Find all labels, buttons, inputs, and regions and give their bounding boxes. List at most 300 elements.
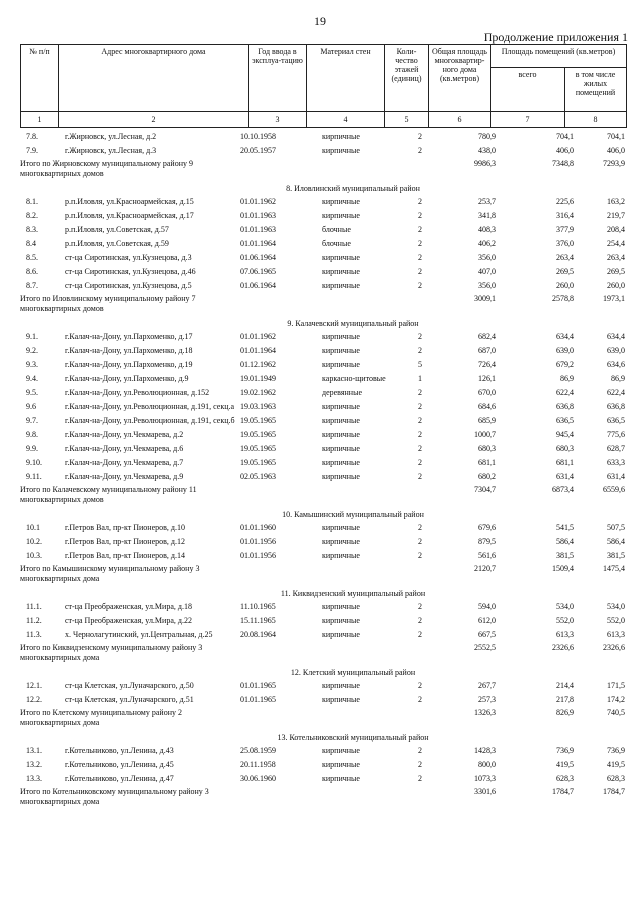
row-premises-living: 263,4 xyxy=(607,253,625,262)
table-row xyxy=(20,386,626,400)
row-floors: 2 xyxy=(418,551,422,560)
row-total-area: 685,9 xyxy=(478,416,496,425)
row-total-area: 267,7 xyxy=(478,681,496,690)
row-material: кирпичные xyxy=(322,253,360,262)
row-floors: 2 xyxy=(418,416,422,425)
row-address: ст-ца Сиротинская, ул.Кузнецова, д.46 xyxy=(65,267,196,276)
district-total xyxy=(20,563,626,587)
total-area: 2552,5 xyxy=(474,643,496,652)
row-premises-total: 406,0 xyxy=(556,146,574,155)
row-total-area: 561,6 xyxy=(478,551,496,560)
row-premises-total: 377,9 xyxy=(556,225,574,234)
row-material: кирпичные xyxy=(322,551,360,560)
row-floors: 5 xyxy=(418,360,422,369)
row-premises-total: 945,4 xyxy=(556,430,574,439)
row-premises-total: 260,0 xyxy=(556,281,574,290)
row-number: 8.6. xyxy=(26,267,38,276)
table-body xyxy=(20,130,626,810)
row-premises-living: 163,2 xyxy=(607,197,625,206)
row-number: 9.8. xyxy=(26,430,38,439)
row-premises-living: 622,4 xyxy=(607,388,625,397)
row-address: г.Жирновск, ул.Лесная, д.3 xyxy=(65,146,157,155)
row-material: кирпичные xyxy=(322,197,360,206)
row-address: г.Петров Вал, пр-кт Пионеров, д.14 xyxy=(65,551,185,560)
district-heading: 11. Киквидзенский муниципальный район xyxy=(280,589,426,598)
row-address: г.Калач-на-Дону, ул.Пархоменко, д.19 xyxy=(65,360,193,369)
row-premises-total: 269,5 xyxy=(556,267,574,276)
row-year: 10.10.1958 xyxy=(240,132,276,141)
row-total-area: 780,9 xyxy=(478,132,496,141)
row-floors: 2 xyxy=(418,197,422,206)
row-address: р.п.Иловля, ул.Советская, д.57 xyxy=(65,225,169,234)
row-total-area: 800,0 xyxy=(478,760,496,769)
row-floors: 2 xyxy=(418,695,422,704)
row-premises-total: 631,4 xyxy=(556,472,574,481)
total-premises: 826,9 xyxy=(556,708,574,717)
row-premises-living: 633,3 xyxy=(607,458,625,467)
row-address: р.п.Иловля, ул.Советская, д.59 xyxy=(65,239,169,248)
table-row xyxy=(20,330,626,344)
row-material: кирпичные xyxy=(322,458,360,467)
row-number: 10.1 xyxy=(26,523,40,532)
row-address: ст-ца Клетская, ул.Луначарского, д.51 xyxy=(65,695,194,704)
row-premises-living: 174,2 xyxy=(607,695,625,704)
continuation-note: Продолжение приложения 1 xyxy=(483,30,628,44)
row-year: 01.01.1963 xyxy=(240,211,276,220)
row-total-area: 681,1 xyxy=(478,458,496,467)
row-number: 7.8. xyxy=(26,132,38,141)
row-year: 30.06.1960 xyxy=(240,774,276,783)
row-material: кирпичные xyxy=(322,746,360,755)
row-material: кирпичные xyxy=(322,402,360,411)
row-total-area: 1073,3 xyxy=(474,774,496,783)
row-address: г.Калач-на-Дону, ул.Пархоменко, д.17 xyxy=(65,332,193,341)
district-total xyxy=(20,707,626,731)
row-total-area: 126,1 xyxy=(478,374,496,383)
row-material: кирпичные xyxy=(322,332,360,341)
table-row xyxy=(20,372,626,386)
row-floors: 2 xyxy=(418,146,422,155)
row-premises-living: 406,0 xyxy=(607,146,625,155)
row-total-area: 1000,7 xyxy=(474,430,496,439)
row-material: кирпичные xyxy=(322,602,360,611)
row-premises-total: 86,9 xyxy=(560,374,574,383)
row-premises-living: 381,5 xyxy=(607,551,625,560)
row-total-area: 406,2 xyxy=(478,239,496,248)
row-year: 19.05.1965 xyxy=(240,430,276,439)
row-total-area: 680,3 xyxy=(478,444,496,453)
row-address: ст-ца Сиротинская, ул.Кузнецова, д.5 xyxy=(65,281,192,290)
row-address: г.Петров Вал, пр-кт Пионеров, д.12 xyxy=(65,537,185,546)
row-year: 07.06.1965 xyxy=(240,267,276,276)
table-row xyxy=(20,600,626,614)
row-address: ст-ца Сиротинская, ул.Кузнецова, д.3 xyxy=(65,253,192,262)
row-premises-living: 219,7 xyxy=(607,211,625,220)
header-col-number: 6 xyxy=(429,111,491,127)
header-col-number: 2 xyxy=(59,111,249,127)
row-premises-total: 316,4 xyxy=(556,211,574,220)
row-total-area: 438,0 xyxy=(478,146,496,155)
row-premises-living: 634,6 xyxy=(607,360,625,369)
row-number: 9.5. xyxy=(26,388,38,397)
row-year: 01.01.1962 xyxy=(240,197,276,206)
row-address: г.Петров Вал, пр-кт Пионеров, д.10 xyxy=(65,523,185,532)
district-total xyxy=(20,786,626,810)
row-address: г.Калач-на-Дону, ул.Революционная, д.191, секц.б xyxy=(65,416,235,425)
row-premises-total: 376,0 xyxy=(556,239,574,248)
row-material: кирпичные xyxy=(322,281,360,290)
row-material: кирпичные xyxy=(322,760,360,769)
row-year: 19.05.1965 xyxy=(240,458,276,467)
row-total-area: 726,4 xyxy=(478,360,496,369)
row-floors: 1 xyxy=(418,374,422,383)
table-row xyxy=(20,693,626,707)
table-row xyxy=(20,344,626,358)
row-address: г.Калач-на-Дону, ул.Революционная, д.152 xyxy=(65,388,210,397)
row-premises-total: 736,9 xyxy=(556,746,574,755)
row-premises-total: 263,4 xyxy=(556,253,574,262)
row-total-area: 682,4 xyxy=(478,332,496,341)
row-number: 8.7. xyxy=(26,281,38,290)
row-premises-living: 208,4 xyxy=(607,225,625,234)
row-number: 9.2. xyxy=(26,346,38,355)
row-address: р.п.Иловля, ул.Красноармейская, д.15 xyxy=(65,197,194,206)
row-premises-total: 639,0 xyxy=(556,346,574,355)
district-heading: 10. Камышинский муниципальный район xyxy=(282,510,424,519)
row-premises-living: 775,6 xyxy=(607,430,625,439)
row-address: ст-ца Клетская, ул.Луначарского, д.50 xyxy=(65,681,194,690)
row-premises-living: 636,5 xyxy=(607,416,625,425)
table-row xyxy=(20,265,626,279)
row-number: 10.2. xyxy=(26,537,42,546)
row-number: 9.6 xyxy=(26,402,36,411)
row-premises-total: 541,5 xyxy=(556,523,574,532)
total-area: 1326,3 xyxy=(474,708,496,717)
row-number: 8.5. xyxy=(26,253,38,262)
row-premises-total: 634,4 xyxy=(556,332,574,341)
row-number: 10.3. xyxy=(26,551,42,560)
row-year: 20.08.1964 xyxy=(240,630,276,639)
total-living: 6559,6 xyxy=(603,485,625,494)
row-premises-total: 381,5 xyxy=(556,551,574,560)
row-address: г.Котельниково, ул.Ленина, д.45 xyxy=(65,760,174,769)
row-total-area: 356,0 xyxy=(478,281,496,290)
row-year: 19.05.1965 xyxy=(240,444,276,453)
total-living: 7293,9 xyxy=(603,159,625,168)
row-premises-total: 628,3 xyxy=(556,774,574,783)
row-premises-total: 217,8 xyxy=(556,695,574,704)
row-number: 11.1. xyxy=(26,602,42,611)
row-year: 01.06.1964 xyxy=(240,281,276,290)
row-material: кирпичные xyxy=(322,430,360,439)
row-total-area: 879,5 xyxy=(478,537,496,546)
row-floors: 2 xyxy=(418,630,422,639)
district-total xyxy=(20,484,626,508)
row-year: 01.01.1963 xyxy=(240,225,276,234)
row-premises-total: 636,5 xyxy=(556,416,574,425)
header-year: Год ввода в эксплуа-тацию xyxy=(249,45,307,112)
row-year: 20.05.1957 xyxy=(240,146,276,155)
page-number: 19 xyxy=(314,14,326,28)
row-premises-total: 419,5 xyxy=(556,760,574,769)
row-address: р.п.Иловля, ул.Красноармейская, д.17 xyxy=(65,211,194,220)
row-material: кирпичные xyxy=(322,267,360,276)
row-number: 9.4. xyxy=(26,374,38,383)
total-area: 9986,3 xyxy=(474,159,496,168)
district-heading: 13. Котельниковский муниципальный район xyxy=(277,733,429,742)
row-floors: 2 xyxy=(418,239,422,248)
row-total-area: 670,0 xyxy=(478,388,496,397)
district-heading: 8. Иловлинский муниципальный район xyxy=(286,184,420,193)
row-total-area: 594,0 xyxy=(478,602,496,611)
row-premises-living: 534,0 xyxy=(607,602,625,611)
row-year: 01.01.1956 xyxy=(240,551,276,560)
total-label: Итого по Иловлинскому муниципальному району 7 многоквартирных домов xyxy=(20,294,196,313)
total-area: 7304,7 xyxy=(474,485,496,494)
row-premises-total: 622,4 xyxy=(556,388,574,397)
row-year: 01.01.1964 xyxy=(240,239,276,248)
table-row xyxy=(20,758,626,772)
row-number: 9.3. xyxy=(26,360,38,369)
row-number: 8.3. xyxy=(26,225,38,234)
row-premises-living: 639,0 xyxy=(607,346,625,355)
row-premises-living: 260,0 xyxy=(607,281,625,290)
total-label: Итого по Камышинскому муниципальному району 3 многоквартирных дома xyxy=(20,564,200,583)
row-material: кирпичные xyxy=(322,360,360,369)
row-address: г.Жирновск, ул.Лесная, д.2 xyxy=(65,132,157,141)
table-row xyxy=(20,251,626,265)
row-floors: 2 xyxy=(418,602,422,611)
row-year: 01.01.1956 xyxy=(240,537,276,546)
row-number: 8.4 xyxy=(26,239,36,248)
row-address: г.Котельниково, ул.Ленина, д.43 xyxy=(65,746,174,755)
row-premises-living: 507,5 xyxy=(607,523,625,532)
table-row xyxy=(20,456,626,470)
district-total xyxy=(20,642,626,666)
total-premises: 2578,8 xyxy=(552,294,574,303)
table-row xyxy=(20,237,626,251)
header-premises-living: в том числе жилых помещений xyxy=(565,68,627,112)
table-row xyxy=(20,628,626,642)
header-premises-total: всего xyxy=(491,68,565,112)
row-floors: 2 xyxy=(418,444,422,453)
table-row xyxy=(20,521,626,535)
header-total-area: Общая площадь многоквартир-ного дома (кв.метров) xyxy=(429,45,491,112)
total-label: Итого по Киквидзенскому муниципальному району 3 многоквартирных дома xyxy=(20,643,203,662)
total-premises: 2326,6 xyxy=(552,643,574,652)
row-premises-total: 681,1 xyxy=(556,458,574,467)
row-address: ст-ца Преображенская, ул.Мира, д.22 xyxy=(65,616,192,625)
table-row xyxy=(20,279,626,293)
row-floors: 2 xyxy=(418,746,422,755)
row-floors: 2 xyxy=(418,281,422,290)
row-year: 01.01.1962 xyxy=(240,332,276,341)
table-row xyxy=(20,195,626,209)
total-area: 3301,6 xyxy=(474,787,496,796)
table-row xyxy=(20,223,626,237)
row-premises-living: 586,4 xyxy=(607,537,625,546)
row-total-area: 253,7 xyxy=(478,197,496,206)
row-material: кирпичные xyxy=(322,630,360,639)
total-premises: 1784,7 xyxy=(552,787,574,796)
row-material: кирпичные xyxy=(322,444,360,453)
row-address: г.Калач-на-Дону, ул.Чекмарева, д.9 xyxy=(65,472,184,481)
header-col-number: 5 xyxy=(385,111,429,127)
row-floors: 2 xyxy=(418,402,422,411)
total-area: 3009,1 xyxy=(474,294,496,303)
row-address: ст-ца Преображенская, ул.Мира, д.18 xyxy=(65,602,192,611)
row-floors: 2 xyxy=(418,472,422,481)
district-heading: 9. Калачевский муниципальный район xyxy=(287,319,419,328)
table-row xyxy=(20,744,626,758)
table-row xyxy=(20,209,626,223)
table-row xyxy=(20,428,626,442)
row-address: г.Калач-на-Дону, ул.Пархоменко, д.18 xyxy=(65,346,193,355)
row-floors: 2 xyxy=(418,760,422,769)
row-year: 01.01.1960 xyxy=(240,523,276,532)
header-premises: Площадь помещений (кв.метров) xyxy=(491,45,627,68)
row-year: 15.11.1965 xyxy=(240,616,276,625)
row-address: г.Калач-на-Дону, ул.Чекмарева, д.7 xyxy=(65,458,184,467)
district-total xyxy=(20,293,626,317)
row-address: г.Котельниково, ул.Ленина, д.47 xyxy=(65,774,174,783)
table-row xyxy=(20,614,626,628)
row-floors: 2 xyxy=(418,430,422,439)
row-floors: 2 xyxy=(418,458,422,467)
row-premises-living: 628,7 xyxy=(607,444,625,453)
row-material: кирпичные xyxy=(322,211,360,220)
header-col-number: 8 xyxy=(565,111,627,127)
table-row xyxy=(20,772,626,786)
header-material: Материал стен xyxy=(307,45,385,112)
row-number: 9.11. xyxy=(26,472,42,481)
row-material: кирпичные xyxy=(322,416,360,425)
table-row xyxy=(20,358,626,372)
row-number: 9.7. xyxy=(26,416,38,425)
row-premises-living: 552,0 xyxy=(607,616,625,625)
row-number: 13.2. xyxy=(26,760,42,769)
row-premises-total: 225,6 xyxy=(556,197,574,206)
row-floors: 2 xyxy=(418,681,422,690)
row-material: кирпичные xyxy=(322,695,360,704)
table-row xyxy=(20,549,626,563)
row-premises-total: 552,0 xyxy=(556,616,574,625)
row-material: кирпичные xyxy=(322,523,360,532)
row-premises-total: 680,3 xyxy=(556,444,574,453)
row-address: г.Калач-на-Дону, ул.Чекмарева, д.6 xyxy=(65,444,184,453)
row-floors: 2 xyxy=(418,211,422,220)
row-number: 12.2. xyxy=(26,695,42,704)
row-year: 19.01.1949 xyxy=(240,374,276,383)
row-premises-living: 613,3 xyxy=(607,630,625,639)
row-total-area: 341,8 xyxy=(478,211,496,220)
total-premises: 1509,4 xyxy=(552,564,574,573)
header-col-number: 7 xyxy=(491,111,565,127)
row-floors: 2 xyxy=(418,253,422,262)
row-total-area: 257,3 xyxy=(478,695,496,704)
row-total-area: 687,0 xyxy=(478,346,496,355)
row-material: блочные xyxy=(322,239,351,248)
header-address: Адрес многоквартирного дома xyxy=(59,45,249,112)
row-premises-living: 419,5 xyxy=(607,760,625,769)
row-premises-living: 171,5 xyxy=(607,681,625,690)
total-label: Итого по Клетскому муниципальному району 2 многоквартирных дома xyxy=(20,708,182,727)
row-number: 13.1. xyxy=(26,746,42,755)
total-living: 1973,1 xyxy=(603,294,625,303)
row-floors: 2 xyxy=(418,225,422,234)
row-number: 11.3. xyxy=(26,630,42,639)
row-address: г.Калач-на-Дону, ул.Чекмарева, д.2 xyxy=(65,430,184,439)
row-material: кирпичные xyxy=(322,681,360,690)
total-premises: 6873,4 xyxy=(552,485,574,494)
row-premises-total: 704,1 xyxy=(556,132,574,141)
row-floors: 2 xyxy=(418,616,422,625)
row-number: 9.9. xyxy=(26,444,38,453)
row-floors: 2 xyxy=(418,388,422,397)
row-premises-living: 634,4 xyxy=(607,332,625,341)
row-number: 13.3. xyxy=(26,774,42,783)
table-header xyxy=(20,44,627,128)
table-row xyxy=(20,130,626,144)
row-year: 19.02.1962 xyxy=(240,388,276,397)
row-total-area: 1428,3 xyxy=(474,746,496,755)
row-year: 01.01.1965 xyxy=(240,681,276,690)
row-year: 01.06.1964 xyxy=(240,253,276,262)
row-premises-total: 636,8 xyxy=(556,402,574,411)
row-material: кирпичные xyxy=(322,132,360,141)
row-premises-living: 628,3 xyxy=(607,774,625,783)
row-total-area: 356,0 xyxy=(478,253,496,262)
row-year: 01.01.1964 xyxy=(240,346,276,355)
row-premises-living: 636,8 xyxy=(607,402,625,411)
row-floors: 2 xyxy=(418,523,422,532)
row-premises-total: 613,3 xyxy=(556,630,574,639)
row-premises-total: 679,2 xyxy=(556,360,574,369)
row-year: 01.01.1965 xyxy=(240,695,276,704)
row-premises-total: 586,4 xyxy=(556,537,574,546)
row-material: кирпичные xyxy=(322,346,360,355)
row-premises-living: 269,5 xyxy=(607,267,625,276)
row-address: г.Калач-на-Дону, ул.Революционная, д.191, секц.а xyxy=(65,402,235,411)
header-col-number: 4 xyxy=(307,111,385,127)
row-total-area: 407,0 xyxy=(478,267,496,276)
total-label: Итого по Котельниковскому муниципальному району 3 многоквартирных дома xyxy=(20,787,209,806)
table-row xyxy=(20,442,626,456)
table-row xyxy=(20,414,626,428)
header-col-number: 1 xyxy=(21,111,59,127)
row-year: 20.11.1958 xyxy=(240,760,276,769)
row-material: кирпичные xyxy=(322,537,360,546)
row-material: кирпичные xyxy=(322,616,360,625)
row-material: деревянные xyxy=(322,388,363,397)
row-total-area: 612,0 xyxy=(478,616,496,625)
header-floors: Коли-чество этажей (единиц) xyxy=(385,45,429,112)
total-living: 1475,4 xyxy=(603,564,625,573)
row-total-area: 680,2 xyxy=(478,472,496,481)
total-living: 1784,7 xyxy=(603,787,625,796)
row-address: г.Калач-на-Дону, ул.Пархоменко, д.9 xyxy=(65,374,189,383)
row-year: 01.12.1962 xyxy=(240,360,276,369)
row-premises-total: 214,4 xyxy=(556,681,574,690)
row-floors: 2 xyxy=(418,537,422,546)
row-number: 12.1. xyxy=(26,681,42,690)
row-number: 11.2. xyxy=(26,616,42,625)
row-number: 9.1. xyxy=(26,332,38,341)
row-premises-total: 534,0 xyxy=(556,602,574,611)
row-year: 11.10.1965 xyxy=(240,602,276,611)
total-living: 2326,6 xyxy=(603,643,625,652)
header-col-number: 3 xyxy=(249,111,307,127)
